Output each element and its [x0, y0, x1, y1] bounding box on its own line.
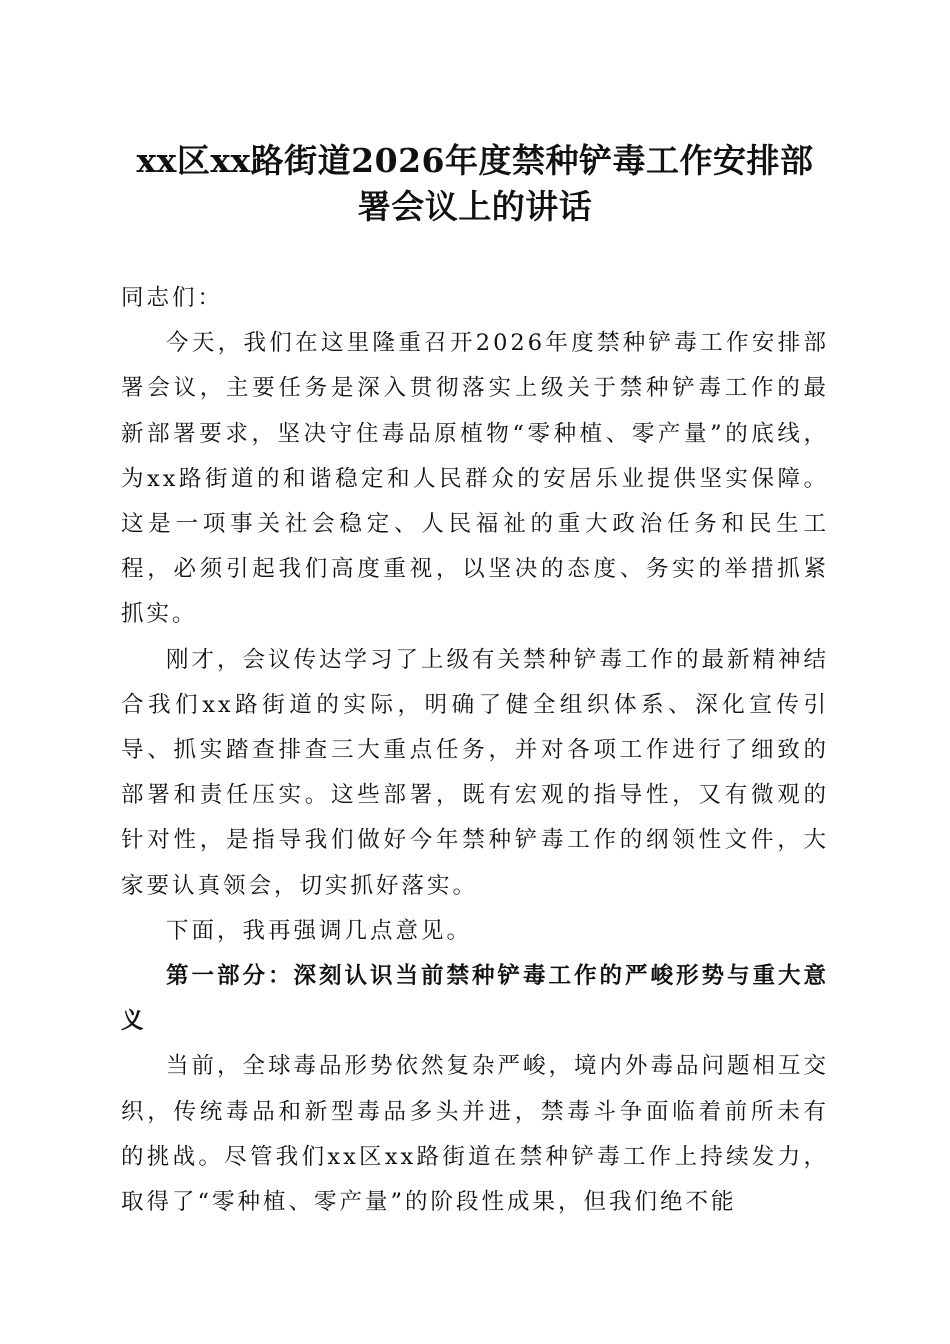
paragraph-review: 刚才，会议传达学习了上级有关禁种铲毒工作的最新精神结合我们xx路街道的实际，明确了健全组织体系、深化宣传引导、抓实踏查排查三大重点任务，并对各项工作进行了细致的部署和责任压实。这些部署，既有宏观的指导性，又有微观的针对性，是指导我们做好今年禁种铲毒工作的纲领性文件，大家要认真领会，切实抓好落实。	[121, 646, 830, 899]
title-line-2: 署会议上的讲话	[357, 187, 593, 226]
section-heading: 第一部分：深刻认识当前禁种铲毒工作的严峻形势与重大意义	[121, 963, 830, 1035]
paragraph-opening: 今天，我们在这里隆重召开2026年度禁种铲毒工作安排部署会议，主要任务是深入贯彻落实上级关于禁种铲毒工作的最新部署要求，坚决守住毒品原植物“零种植、零产量”的底线，为xx路街道的和谐稳定和人民群众的安居乐业提供坚实保障。这是一项事关社会稳定、人民福祉的重大政治任务和民生工程，必须引起我们高度重视，以坚决的态度、务实的举措抓紧抓实。	[121, 330, 829, 628]
salutation: 同志们：	[121, 285, 224, 311]
document-body	[121, 276, 829, 1225]
paragraph-situation: 当前，全球毒品形势依然复杂严峻，境内外毒品问题相互交织，传统毒品和新型毒品多头并进，禁毒斗争面临着前所未有的挑战。尽管我们xx区xx路街道在禁种铲毒工作上持续发力，取得了“零种植、零产量”的阶段性成果，但我们绝不能	[121, 1053, 830, 1216]
title-line-1: xx区xx路街道2026年度禁种铲毒工作安排部	[136, 141, 814, 180]
document-title	[100, 138, 850, 230]
paragraph-transition: 下面，我再强调几点意见。	[166, 917, 473, 944]
